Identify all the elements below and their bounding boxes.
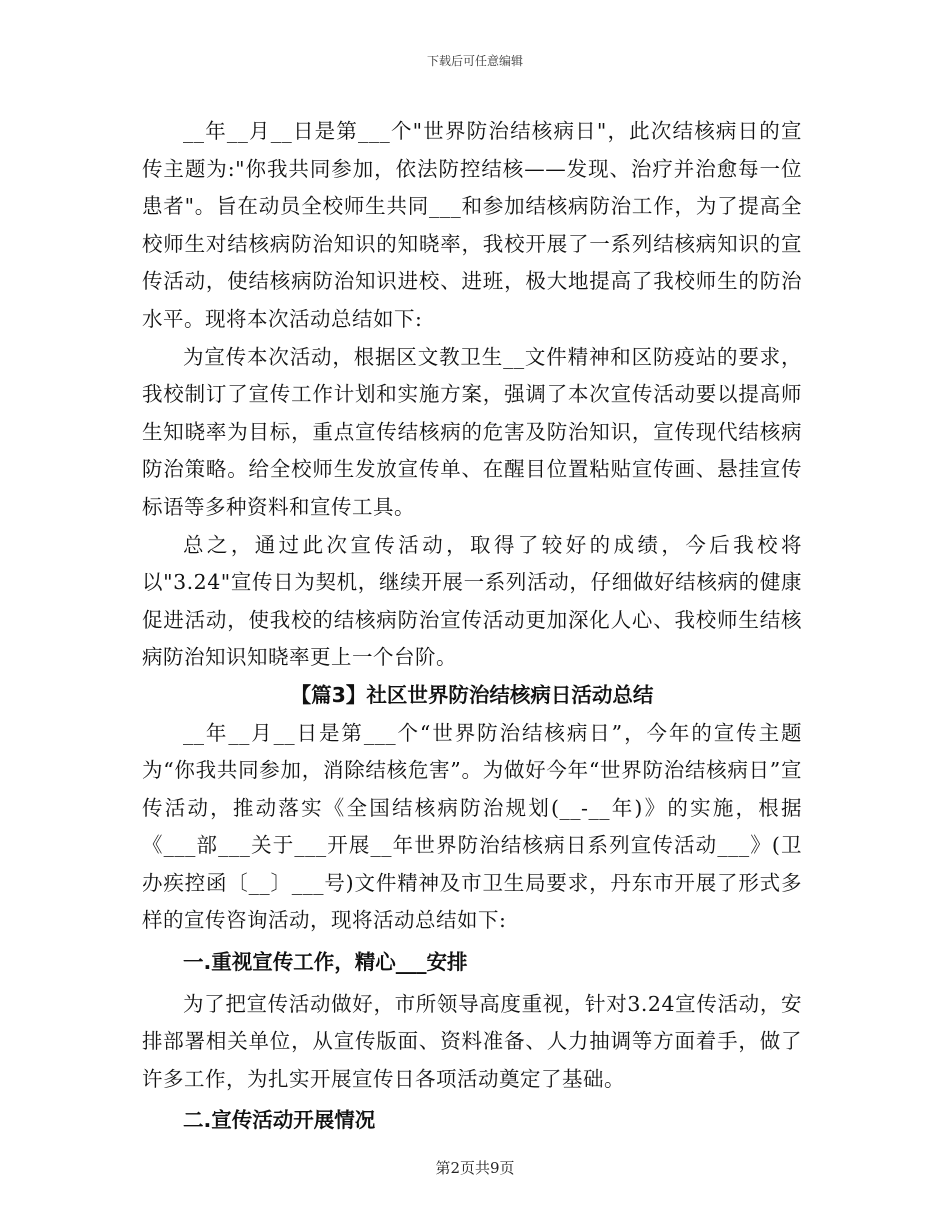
document-body bbox=[142, 113, 802, 1144]
paragraph: 为了把宣传活动做好，市所领导高度重视，针对3.24宣传活动，安排部署相关单位，从宣传版面、资料准备、人力抽调等方面着手，做了许多工作，为扎实开展宣传日各项活动奠定了基础。 bbox=[142, 991, 802, 1091]
paragraph: __年__月__日是第___个"世界防治结核病日"，此次结核病日的宣传主题为:"你我共同参加，依法防控结核——发现、治疗并治愈每一位患者"。旨在动员全校师生共同___和参加结核病防治工作，为了提高全校师生对结核病防治知识的知晓率，我校开展了一系列结核病知识的宣传活动，使结核病防治知识进校、进班，极大地提高了我校师生的防治水平。现将本次活动总结如下: bbox=[142, 119, 802, 331]
section-title: 【篇3】社区世界防治结核病日活动总结 bbox=[290, 682, 654, 707]
subheading-2: 二.宣传活动开展情况 bbox=[183, 1108, 376, 1133]
section-intro: __年__月__日是第___个“世界防治结核病日”，今年的宣传主题为“你我共同参加，消除结核危害”。为做好今年“世界防治结核病日”宣传活动，推动落实《全国结核病防治规划(__-__年)》的实施，根据《___部___关于___开展__年世界防治结核病日系列宣传活动___》(卫办疾控函〔__〕___号)文件精神及市卫生局要求，丹东市开展了形式多样的宣传咨询活动，现将活动总结如下: bbox=[142, 720, 802, 933]
paragraph: 为宣传本次活动，根据区文教卫生__文件精神和区防疫站的要求，我校制订了宣传工作计划和实施方案，强调了本次宣传活动要以提高师生知晓率为目标，重点宣传结核病的危害及防治知识，宣传现代结核病防治策略。给全校师生发放宣传单、在醒目位置粘贴宣传画、悬挂宣传标语等多种资料和宣传工具。 bbox=[142, 344, 802, 519]
page-header: 下载后可任意编辑 bbox=[426, 54, 523, 68]
subheading-1: 一.重视宣传工作，精心___安排 bbox=[183, 950, 468, 975]
page-footer: 第2页共9页 bbox=[435, 1159, 515, 1177]
paragraph: 总之，通过此次宣传活动，取得了较好的成绩，今后我校将以"3.24"宣传日为契机，继续开展一系列活动，仔细做好结核病的健康促进活动，使我校的结核病防治宣传活动更加深化人心、我校师生结核病防治知识知晓率更上一个台阶。 bbox=[142, 532, 802, 670]
